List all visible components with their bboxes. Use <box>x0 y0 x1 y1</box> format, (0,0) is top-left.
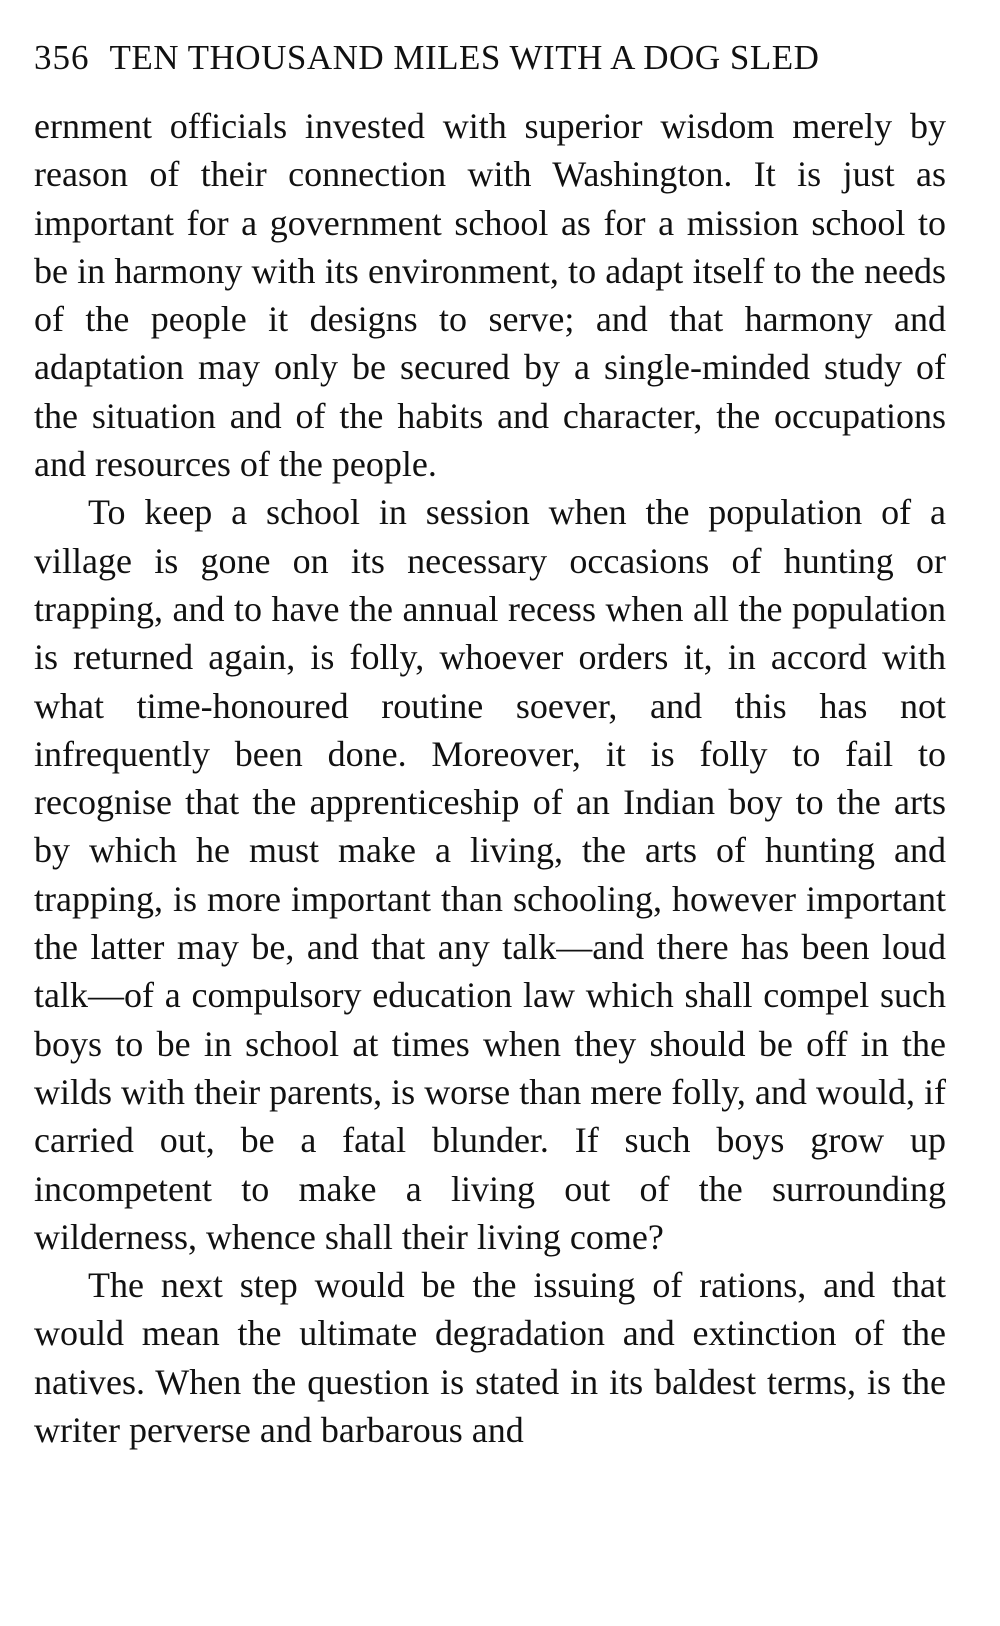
running-title: TEN THOUSAND MILES WITH A DOG SLED <box>109 38 820 77</box>
book-page <box>34 0 946 1626</box>
paragraph-school-session: To keep a school in session when the population of a village is gone on its necessary occasions of hunting or trapping, and to have the annual recess when all the population is returned again, is folly, whoever orders it, in accord with what time-honoured routine soever, and this has not infrequently been done. Moreover, it is folly to fail to recognise that the apprenticeship of an Indian boy to the arts by which he must make a living, the arts of hunting and trapping, is more important than schooling, however important the latter may be, and that any talk—and there has been loud talk—of a compulsory education law which shall compel such boys to be in school at times when they should be off in the wilds with their parents, is worse than mere folly, and would, if carried out, be a fatal blunder. If such boys grow up incompetent to make a living out of the surrounding wilderness, whence shall their living come? <box>34 492 946 1257</box>
running-header <box>34 34 946 82</box>
page-number: 356 <box>34 38 90 77</box>
paragraph-continued: ernment officials invested with superior wisdom merely by reason of their connection with Washington. It is just as important for a government school as for a mission school to be in harmony with its environment, to adapt itself to the needs of the people it designs to serve; and that harmony and adaptation may only be secured by a single-minded study of the situation and of the habits and character, the occupations and resources of the people. <box>34 106 946 485</box>
body-text <box>34 102 946 1454</box>
paragraph-rations: The next step would be the issuing of rations, and that would mean the ultimate degradation and extinction of the natives. When the question is stated in its baldest terms, is the writer perverse and barbarous and <box>34 1265 946 1451</box>
